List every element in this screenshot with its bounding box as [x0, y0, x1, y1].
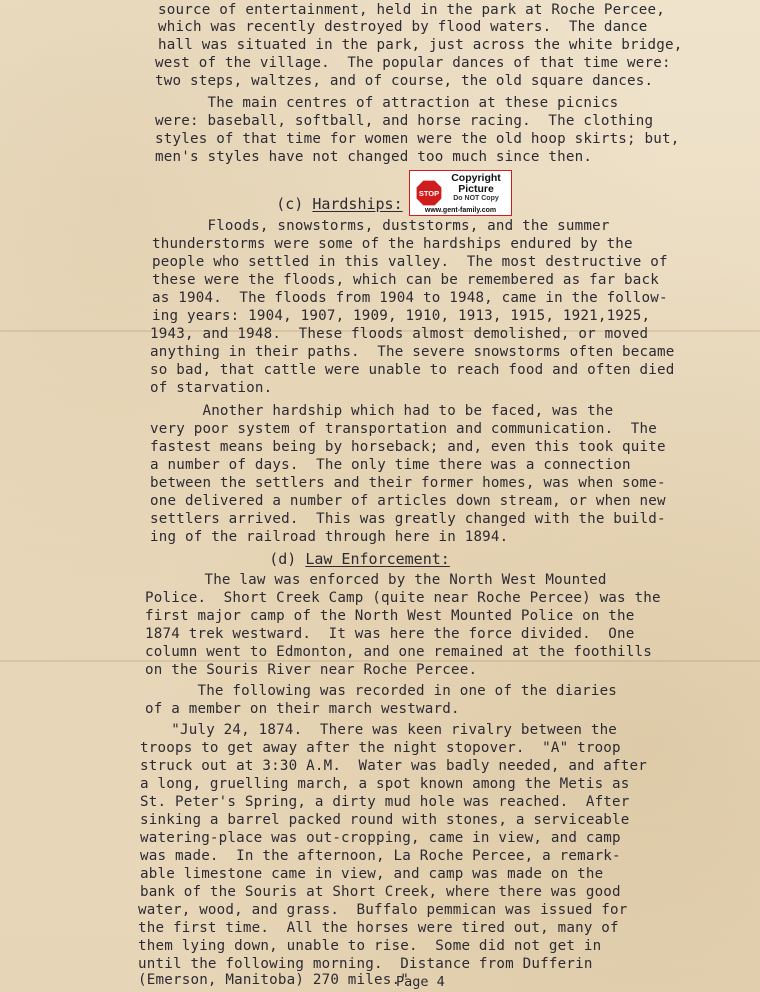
- section-label: (c): [276, 195, 304, 213]
- text-line: bank of the Souris at Short Creek, where there was good: [140, 884, 621, 900]
- text-line: The following was recorded in one of the diaries: [145, 683, 618, 699]
- section-label: (d): [269, 550, 297, 568]
- stamp-picture-label: Picture: [458, 183, 494, 195]
- text-line: water, wood, and grass. Buffalo pemmican was issued for: [138, 902, 628, 918]
- text-line: Another hardship which had to be faced, was the: [150, 403, 614, 419]
- text-line: struck out at 3:30 A.M. Water was badly needed, and after: [140, 758, 648, 774]
- text-line: The law was enforced by the North West Mounted: [152, 572, 607, 588]
- text-line: troops to get away after the night stopover. "A" troop: [140, 740, 621, 756]
- text-line: so bad, that cattle were unable to reach food and often died: [150, 362, 675, 378]
- text-line: hall was situated in the park, just across the white bridge,: [158, 37, 683, 53]
- text-line: 1874 trek westward. It was here the force divided. One: [145, 626, 635, 642]
- text-line: able limestone came in view, and camp was made on the: [140, 866, 604, 882]
- text-line: styles of that time for women were the old hoop skirts; but,: [155, 131, 680, 147]
- text-line: was made. In the afternoon, La Roche Percee, a remark-: [140, 848, 621, 864]
- stop-sign-icon: [415, 179, 443, 207]
- text-line: first major camp of the North West Mounted Police on the: [145, 608, 635, 624]
- text-line: were: baseball, softball, and horse racing. The clothing: [155, 113, 654, 129]
- text-line: two steps, waltzes, and of course, the old square dances.: [155, 73, 654, 89]
- text-line: until the following morning. Distance from Dufferin: [138, 956, 593, 972]
- text-line: people who settled in this valley. The most destructive of: [152, 254, 668, 270]
- copyright-stamp: [409, 170, 512, 216]
- stop-sign-text: STOP: [418, 189, 440, 198]
- text-line: fastest means being by horseback; and, even this took quite: [150, 439, 666, 455]
- text-line: which was recently destroyed by flood waters. The dance: [158, 19, 648, 35]
- text-line: (Emerson, Manitoba) 270 miles.": [138, 972, 409, 988]
- text-line: very poor system of transportation and communication. The: [150, 421, 658, 437]
- text-line: a long, gruelling march, a spot known among the Metis as: [140, 776, 630, 792]
- text-line: of a member on their march westward.: [145, 701, 460, 717]
- text-line: watering-place was out-cropping, came in view, and camp: [140, 830, 621, 846]
- stamp-copyright-label: Copyright: [451, 172, 501, 184]
- text-line: a number of days. The only time there was a connection: [150, 457, 631, 473]
- text-line: on the Souris River near Roche Percee.: [145, 662, 478, 678]
- text-line: men's styles have not changed too much since then.: [155, 149, 593, 165]
- text-line: source of entertainment, held in the park at Roche Percee,: [158, 2, 666, 18]
- text-line: west of the village. The popular dances of that time were:: [155, 55, 671, 71]
- text-line: column went to Edmonton, and one remained at the foothills: [145, 644, 653, 660]
- stamp-notice: Do NOT Copy: [453, 195, 499, 202]
- text-line: of starvation.: [150, 380, 273, 396]
- text-line: Police. Short Creek Camp (quite near Roche Percee) was the: [145, 590, 661, 606]
- text-line: ing years: 1904, 1907, 1909, 1910, 1913, 1915, 1921,1925,: [152, 308, 651, 324]
- text-line: sinking a barrel packed round with stones, a serviceable: [140, 812, 630, 828]
- text-line: them lying down, unable to rise. Some did not get in: [138, 938, 602, 954]
- text-line: these were the floods, which can be remembered as far back: [152, 272, 660, 288]
- text-line: between the settlers and their former homes, was when some-: [150, 475, 666, 491]
- text-line: the first time. All the horses were tired out, many of: [138, 920, 619, 936]
- text-line: "July 24, 1874. There was keen rivalry between the: [145, 722, 618, 738]
- text-line: The main centres of attraction at these picnics: [155, 95, 619, 111]
- text-line: anything in their paths. The severe snowstorms often became: [150, 344, 675, 360]
- section-title: Law Enforcement:: [305, 550, 450, 568]
- text-line: settlers arrived. This was greatly changed with the build-: [150, 511, 666, 527]
- text-line: one delivered a number of articles down stream, or when new: [150, 493, 666, 509]
- text-line: Floods, snowstorms, duststorms, and the summer: [155, 218, 610, 234]
- text-line: St. Peter's Spring, a dirty mud hole was reached. After: [140, 794, 630, 810]
- page-number: Page 4: [396, 974, 445, 990]
- text-line: thunderstorms were some of the hardships endured by the: [152, 236, 633, 252]
- stamp-caption: [440, 173, 512, 203]
- stamp-url: www.gent-family.com: [424, 207, 497, 214]
- text-line: as 1904. The floods from 1904 to 1948, came in the follow-: [152, 290, 668, 306]
- text-line: ing of the railroad through here in 1894.: [150, 529, 509, 545]
- text-line: 1943, and 1948. These floods almost demolished, or moved: [150, 326, 649, 342]
- section-title: Hardships:: [312, 195, 403, 213]
